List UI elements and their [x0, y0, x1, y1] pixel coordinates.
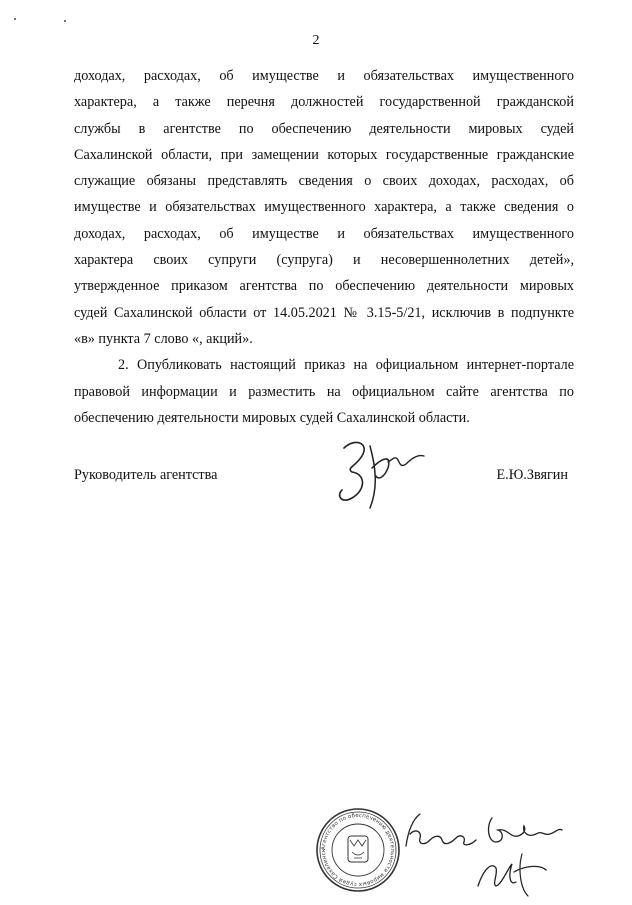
- body-line: 2. Опубликовать настоящий приказ на официальном интернет-портале: [118, 357, 574, 374]
- body-line: службы в агентстве по обеспечению деятельности мировых судей: [74, 120, 574, 137]
- signatory-name: Е.Ю.Звягин: [496, 467, 568, 483]
- body-line: имуществе и обязательствах имущественного характера, а также сведения о: [74, 199, 574, 216]
- body-line: доходах, расходах, об имуществе и обязательствах имущественного: [74, 68, 574, 84]
- body-line: утвержденное приказом агентства по обеспечению деятельности мировых: [74, 278, 574, 295]
- official-seal: [314, 806, 402, 894]
- body-line: характера, а также перечня должностей государственной гражданской: [74, 94, 574, 111]
- body-line: служащие обязаны представлять сведения о своих доходах, расходах, об: [74, 173, 574, 190]
- copy-certification-handwriting: [400, 806, 580, 901]
- body-line: правовой информации и разместить на официальном сайте агентства по: [74, 383, 574, 400]
- body-line: Сахалинской области, при замещении которых государственные гражданские: [74, 146, 574, 163]
- seal-inscription: Агентство по обеспечению деятельности мировых судей Сахалинск: [320, 812, 396, 888]
- scan-speck: [64, 20, 66, 22]
- page-number: 2: [312, 33, 320, 48]
- document-body: [74, 63, 574, 431]
- body-line: характера своих супруги (супруга) и несовершеннолетних детей»,: [74, 252, 574, 269]
- body-line: обеспечению деятельности мировых судей Сахалинской области.: [74, 409, 470, 426]
- body-line: судей Сахалинской области от 14.05.2021 № 3.15-5/21, исключив в подпункте: [74, 304, 574, 321]
- scan-speck: [14, 18, 16, 20]
- body-line: «в» пункта 7 слово «, акций».: [74, 330, 253, 347]
- body-line: доходах, расходах, об имуществе и обязательствах имущественного: [74, 225, 574, 242]
- signatory-role: Руководитель агентства: [74, 467, 218, 483]
- handwritten-signature: [326, 428, 436, 518]
